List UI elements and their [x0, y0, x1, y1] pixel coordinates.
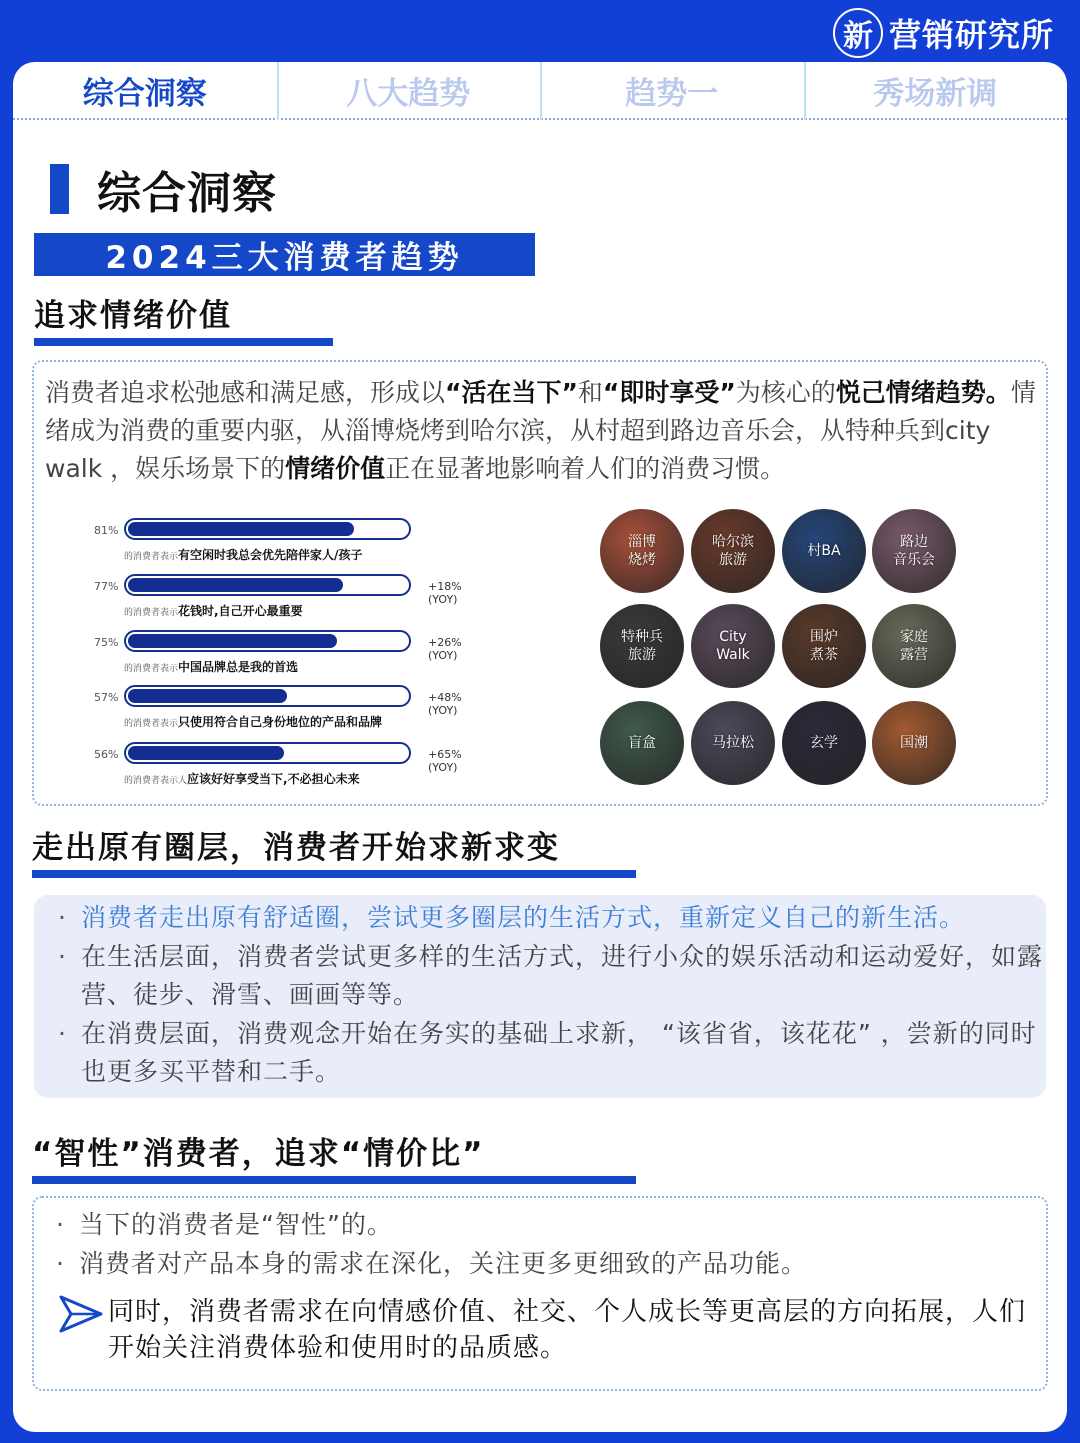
scene-family-camping: 家庭 露营	[872, 604, 956, 688]
stat-label-prefix: 的消费者表示	[124, 719, 179, 729]
stat-label	[124, 770, 360, 787]
stat-row	[34, 742, 474, 800]
para-text: 正在显著地影响着人们的消费习惯。	[385, 454, 786, 483]
heading-accent-bar	[50, 164, 69, 214]
stat-bar-fill	[128, 689, 287, 703]
smart-consumer-box	[32, 1196, 1048, 1391]
stat-label	[124, 713, 382, 730]
para-emphasis-emotional-value: 情绪价值	[285, 454, 386, 483]
highlight-text: 同时，消费者需求在向情感价值、社交、个人成长等更高层的方向拓展，人们开始关注消费体验和使用时的品质感。	[108, 1297, 1027, 1363]
para-text: 消费者追求松弛感和满足感，形成以	[45, 378, 446, 407]
stat-bar-fill	[128, 634, 337, 648]
bullet-item: · 在生活层面，消费者尝试更多样的生活方式，进行小众的娱乐活动和运动爱好，如露营、徒步、滑雪、画画等等。	[56, 938, 1046, 1015]
para-text: 情绪成为消费的重要内驱，从淄博烧烤到哈尔滨，从村超到路边音乐会，从特种兵到city walk ，娱乐场景下的	[45, 378, 1036, 483]
stat-yoy: +26% (YOY)	[428, 636, 462, 662]
scene-zibo-bbq: 淄博 烧烤	[600, 509, 684, 593]
section-emotional-value-header	[34, 296, 333, 346]
stat-bar-fill	[128, 578, 343, 592]
stat-bar-track	[124, 518, 411, 540]
stat-percent: 77%	[94, 580, 119, 593]
scene-special-forces-travel: 特种兵 旅游	[600, 604, 684, 688]
section-title: 走出原有圈层，消费者开始求新求变	[32, 830, 560, 866]
tab-trend-one[interactable]: 趋势一	[540, 62, 804, 118]
bullet-item: · 当下的消费者是“智性”的。	[54, 1206, 1044, 1245]
para-text: 和	[577, 378, 603, 407]
stat-bar-fill	[128, 746, 284, 760]
section-underline	[34, 338, 333, 346]
stat-row	[34, 518, 474, 576]
stat-row	[34, 630, 474, 688]
stat-label-prefix: 的消费者表示	[124, 664, 179, 674]
stat-label	[124, 658, 298, 675]
scene-harbin-travel: 哈尔滨 旅游	[691, 509, 775, 593]
stat-label-prefix: 的消费者表示	[124, 608, 179, 618]
stat-bar-track	[124, 574, 411, 596]
section-title: 追求情绪价值	[34, 298, 232, 334]
para-text: 为核心的	[735, 378, 836, 407]
bullet-item: · 消费者走出原有舒适圈，尝试更多圈层的生活方式，重新定义自己的新生活。	[56, 899, 1046, 938]
stat-bar-track	[124, 685, 411, 707]
emotional-value-paragraph	[45, 374, 1041, 488]
smart-consumer-bullets	[54, 1206, 1044, 1283]
page-title: 综合洞察	[97, 168, 277, 219]
stat-label	[124, 602, 303, 619]
para-quote-live-now: “活在当下”	[445, 378, 578, 407]
stat-label-main: 应该好好享受当下,不必担心未来	[187, 772, 360, 786]
bullet-item: · 消费者对产品本身的需求在深化，关注更多更细致的产品功能。	[54, 1245, 1044, 1284]
stat-bar-track	[124, 742, 411, 764]
stats-bars	[34, 518, 494, 798]
scene-village-ba: 村BA	[782, 509, 866, 593]
stat-label-main: 只使用符合自己身份地位的产品和品牌	[178, 715, 383, 729]
scene-marathon: 马拉松	[691, 701, 775, 785]
highlight-block	[58, 1294, 1048, 1366]
scene-guochao: 国潮	[872, 701, 956, 785]
section-smart-consumer-header	[32, 1134, 636, 1184]
section-underline	[32, 1176, 636, 1184]
stat-bar-track	[124, 630, 411, 652]
brand-name: 营销研究所	[888, 16, 1054, 54]
stat-row	[34, 574, 474, 632]
bullet-item: · 在消费层面，消费观念开始在务实的基础上求新， “该省省，该花花” ，尝新的同时也更多买平替和二手。	[56, 1015, 1046, 1092]
section-title: “智性”消费者，追求“情价比”	[32, 1136, 485, 1172]
tab-runway[interactable]: 秀场新调	[804, 62, 1068, 118]
scene-circles	[600, 509, 960, 789]
trends-banner: 2024三大消费者趋势	[34, 233, 535, 276]
stat-label	[124, 546, 362, 563]
content-card	[13, 62, 1067, 1432]
stat-yoy: +18% (YOY)	[428, 580, 462, 606]
stat-row	[34, 685, 474, 743]
stat-percent: 57%	[94, 691, 119, 704]
break-circles-box	[34, 895, 1046, 1098]
stat-percent: 75%	[94, 636, 119, 649]
stat-yoy: +48% (YOY)	[428, 691, 462, 717]
stat-label-prefix: 的消费者表示人	[124, 776, 188, 786]
para-quote-instant-joy: “即时享受”	[602, 378, 736, 407]
scene-stove-tea: 围炉 煮茶	[782, 604, 866, 688]
page-heading	[50, 157, 277, 221]
stat-yoy: +65% (YOY)	[428, 748, 462, 774]
tab-bar	[13, 62, 1067, 120]
tab-eight-trends[interactable]: 八大趋势	[277, 62, 541, 118]
emotional-value-box	[32, 360, 1048, 806]
stat-bar-fill	[128, 522, 354, 536]
stat-label-prefix: 的消费者表示	[124, 552, 179, 562]
stat-percent: 56%	[94, 748, 119, 761]
scene-blind-box: 盲盒	[600, 701, 684, 785]
scene-metaphysics: 玄学	[782, 701, 866, 785]
brand-badge: 新	[833, 8, 883, 58]
break-circles-bullets	[56, 899, 1046, 1092]
paper-plane-icon	[58, 1294, 104, 1334]
tab-overview[interactable]: 综合洞察	[82, 75, 207, 112]
scene-city-walk: City Walk	[691, 604, 775, 688]
stat-label-main: 有空闲时我总会优先陪伴家人/孩子	[178, 548, 363, 562]
section-break-circles-header	[32, 828, 636, 878]
stat-percent: 81%	[94, 524, 119, 537]
brand-logo	[833, 8, 1054, 58]
stat-label-main: 花钱时,自己开心最重要	[178, 604, 303, 618]
stat-label-main: 中国品牌总是我的首选	[178, 660, 299, 674]
scene-street-concert: 路边 音乐会	[872, 509, 956, 593]
section-underline	[32, 870, 636, 878]
para-emphasis-self-pleasing: 悦己情绪趋势。	[835, 378, 1011, 407]
